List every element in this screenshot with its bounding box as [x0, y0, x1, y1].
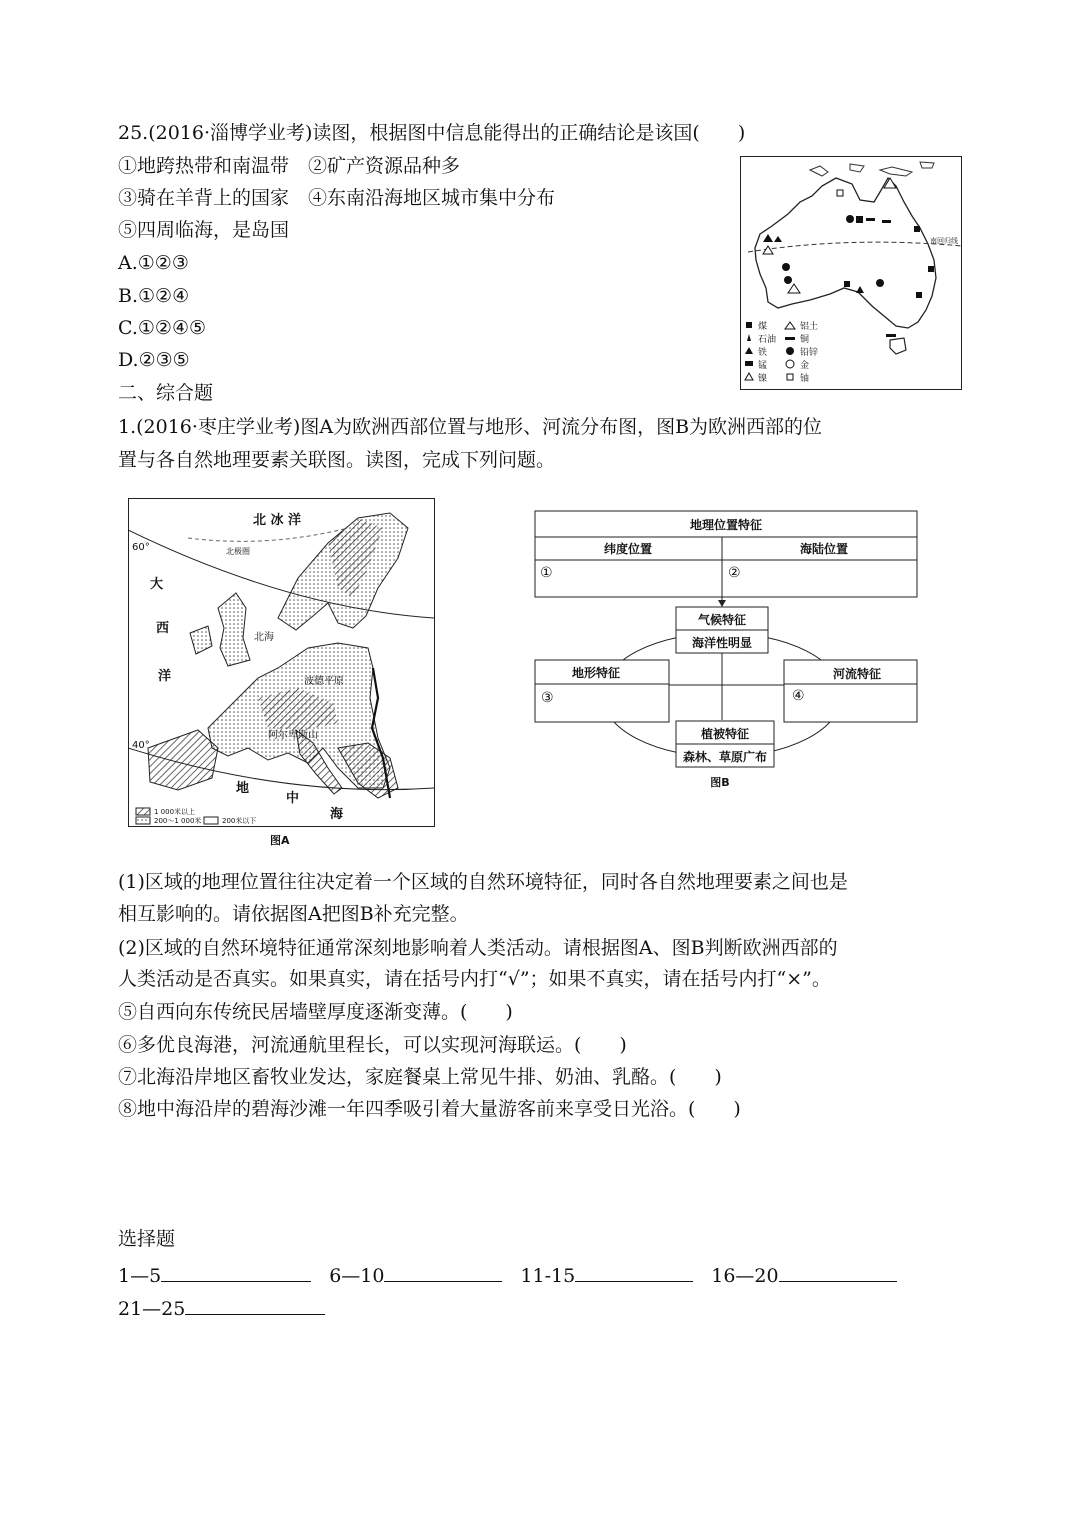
fig-b-vegetation: 植被特征 — [700, 727, 750, 741]
legend-coal: 煤 — [758, 322, 768, 332]
tropic-label: 南回归线 — [930, 237, 958, 245]
q25-choice-a: A.①②③ — [118, 252, 189, 274]
q25-options-line1: ①地跨热带和南温带 ②矿产资源品种多 — [118, 155, 461, 177]
fig-a-caption: 图A — [270, 834, 290, 847]
australia-map — [740, 156, 962, 394]
fig-a-med-3: 海 — [330, 807, 344, 822]
answer-blank-6-10[interactable] — [384, 1259, 502, 1282]
q1-sub2-line1: (2)区域的自然环境特征通常深刻地影响着人类活动。请根据图A、图B判断欧洲西部的 — [118, 937, 838, 959]
answer-blank-11-15[interactable] — [575, 1259, 693, 1282]
legend-bauxite: 铝土 — [800, 322, 819, 332]
q1-sub2-line2: 人类活动是否真实。如果真实，请在括号内打“√”；如果不真实，请在括号内打“×”。 — [118, 968, 831, 990]
q1-item-5: ⑤自西向东传统民居墙壁厚度逐渐变薄。( ) — [118, 1001, 513, 1023]
answers-range-21-25: 21—25 — [118, 1298, 186, 1320]
answers-row-1 — [118, 1259, 915, 1291]
fig-b-vegetation-value: 森林、草原广布 — [682, 750, 768, 764]
q1-item-8: ⑧地中海沿岸的碧海沙滩一年四季吸引着大量游客前来享受日光浴。( ) — [118, 1098, 741, 1120]
fig-a-med-2: 中 — [286, 791, 300, 806]
answers-range-6-10: 6—10 — [329, 1265, 385, 1287]
fig-a-polish-plain: 波德平原 — [304, 676, 344, 687]
fig-a-legend-mid: 200～1 000米 — [154, 817, 202, 825]
answers-range-11-15: 11-15 — [520, 1265, 576, 1287]
q1-item-7: ⑦北海沿岸地区畜牧业发达，家庭餐桌上常见牛排、奶油、乳酪。( ) — [118, 1066, 722, 1088]
fig-b-blank-2: ② — [728, 565, 741, 581]
fig-b-blank-1: ① — [540, 565, 553, 581]
legend-lead-zinc: 铅锌 — [800, 348, 819, 358]
fig-a-atlantic-1: 大 — [150, 577, 164, 592]
fig-a-legend-high: 1 000米以上 — [154, 808, 196, 816]
q25-options-line3: ⑤四周临海，是岛国 — [118, 219, 290, 241]
legend-gold: 金 — [800, 361, 810, 371]
fig-b-river: 河流特征 — [832, 667, 882, 681]
q25-options-line2: ③骑在羊背上的国家 ④东南沿海地区城市集中分布 — [118, 187, 556, 209]
fig-b-terrain: 地形特征 — [571, 666, 621, 680]
answer-blank-16-20[interactable] — [779, 1259, 897, 1282]
fig-a-legend-low: 200米以下 — [222, 817, 257, 825]
q25-choice-c: C.①②④⑤ — [118, 317, 207, 339]
answer-blank-21-25[interactable] — [185, 1292, 325, 1315]
answers-row-2 — [118, 1292, 343, 1324]
q1-item-6: ⑥多优良海港，河流通航里程长，可以实现河海联运。( ) — [118, 1034, 627, 1056]
fig-a-north-sea: 北海 — [254, 632, 274, 643]
fig-a-arctic-ocean: 北 冰 洋 — [253, 513, 302, 528]
fig-a-alps: 阿尔卑斯山 — [268, 730, 318, 741]
answer-blank-1-5[interactable] — [161, 1259, 311, 1282]
fig-b-latitude: 纬度位置 — [603, 542, 653, 556]
fig-a-lat60: 60° — [132, 542, 150, 553]
q25-stem: 25.(2016·淄博学业考)读图，根据图中信息能得出的正确结论是该国( ) — [118, 122, 746, 144]
q25-choice-d: D.②③⑤ — [118, 349, 190, 371]
fig-a-arctic-circle: 北极圈 — [226, 547, 250, 556]
section2-title: 二、综合题 — [118, 382, 214, 404]
fig-b-blank-3: ③ — [541, 690, 554, 706]
fig-a-med-1: 地 — [236, 781, 250, 796]
legend-oil: 石油 — [758, 335, 777, 345]
q25-choice-b: B.①②④ — [118, 285, 190, 307]
legend-nickel: 镍 — [758, 374, 768, 384]
legend-copper: 铜 — [800, 335, 810, 345]
answers-title: 选择题 — [118, 1228, 176, 1250]
fig-a-lat40: 40° — [132, 740, 150, 751]
fig-a-atlantic-3: 洋 — [158, 669, 172, 684]
legend-uranium: 铀 — [800, 374, 810, 384]
fig-b-caption: 图B — [710, 776, 730, 789]
legend-iron: 铁 — [758, 348, 768, 358]
fig-b-location: 地理位置特征 — [689, 518, 763, 532]
answers-range-16-20: 16—20 — [711, 1265, 779, 1287]
q1-sub1-line1: (1)区域的地理位置往往决定着一个区域的自然环境特征，同时各自然地理要素之间也是 — [118, 871, 848, 893]
answers-range-1-5: 1—5 — [118, 1265, 162, 1287]
fig-a-atlantic-2: 西 — [156, 621, 170, 636]
fig-b-climate: 气候特征 — [697, 613, 747, 627]
figure-a-map — [128, 498, 440, 858]
legend-manganese: 锰 — [758, 361, 768, 371]
q1-stem-line1: 1.(2016·枣庄学业考)图A为欧洲西部位置与地形、河流分布图，图B为欧洲西部的位 — [118, 416, 823, 438]
q1-stem-line2: 置与各自然地理要素关联图。读图，完成下列问题。 — [118, 449, 556, 471]
figure-b-diagram — [534, 510, 920, 798]
q1-sub1-line2: 相互影响的。请依据图A把图B补充完整。 — [118, 903, 469, 925]
fig-b-sea-land: 海陆位置 — [799, 542, 849, 556]
fig-b-climate-value: 海洋性明显 — [691, 636, 753, 650]
fig-b-blank-4: ④ — [792, 688, 805, 704]
